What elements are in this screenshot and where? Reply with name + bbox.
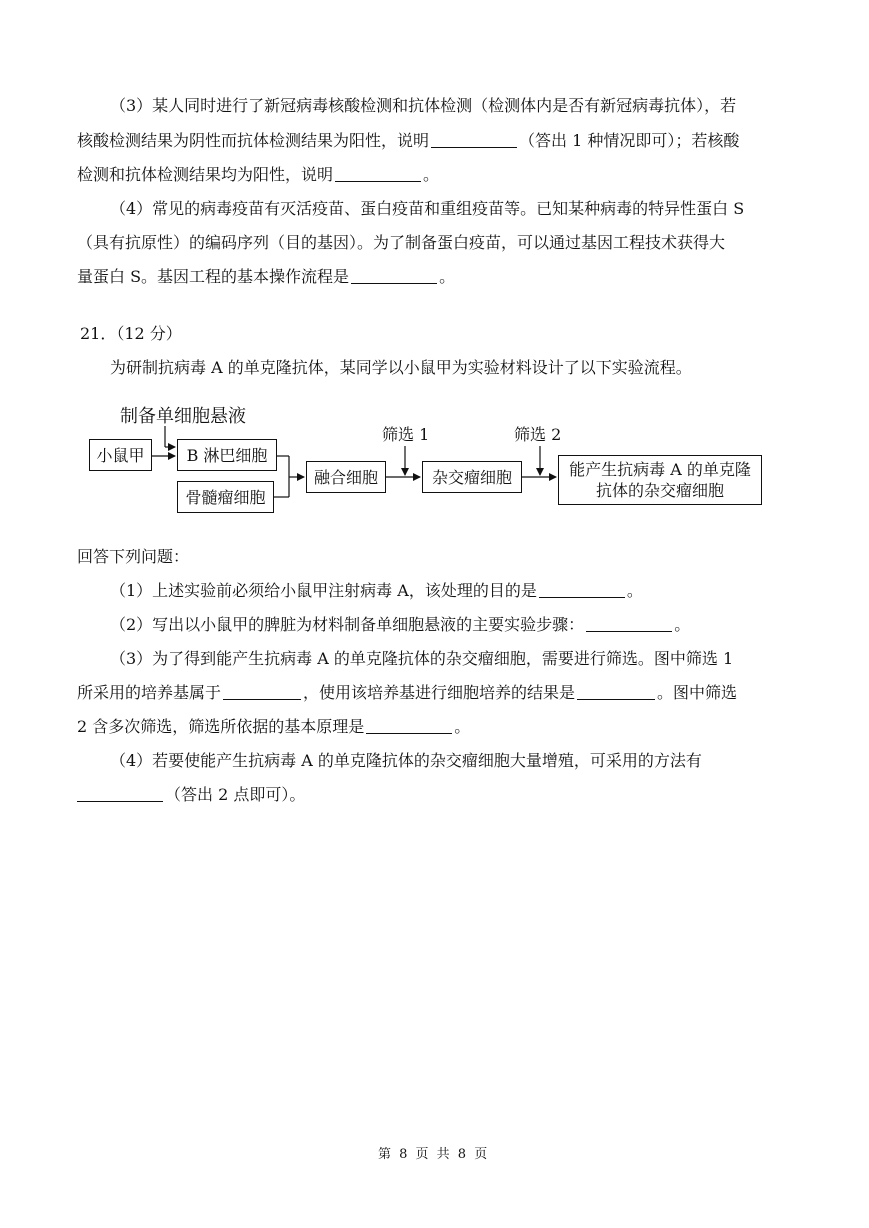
q21-header: 21．（12 分）: [80, 324, 182, 343]
answer-blank[interactable]: [431, 131, 517, 148]
q20-p3-line1: （3）某人同时进行了新冠病毒核酸检测和抗体检测（检测体内是否有新冠病毒抗体），若: [110, 96, 737, 115]
q20-p4-line3: [77, 266, 455, 288]
screen1-label: 筛选 1: [382, 425, 430, 444]
q21-p3-line3: [77, 716, 470, 738]
text: 检测和抗体检测结果均为阳性，说明: [77, 165, 334, 184]
screen2-label: 筛选 2: [514, 425, 562, 444]
q21-intro: 为研制抗病毒 A 的单克隆抗体，某同学以小鼠甲为实验材料设计了以下实验流程。: [110, 358, 692, 377]
text: 。图中筛选: [657, 683, 738, 702]
answer-prompt: 回答下列问题：: [77, 547, 190, 566]
q21-p3-line2: [77, 682, 737, 704]
text: 。: [626, 581, 643, 600]
myeloma-box: 骨髓瘤细胞: [177, 481, 274, 513]
q21-p3-line1: （3）为了得到能产生抗病毒 A 的单克隆抗体的杂交瘤细胞，需要进行筛选。图中筛选 1: [110, 649, 734, 668]
b-cell-box: B 淋巴细胞: [177, 439, 277, 471]
q21-p2: [110, 614, 690, 636]
answer-blank[interactable]: [539, 581, 625, 598]
answer-blank[interactable]: [351, 267, 437, 284]
q20-p3-line2: [77, 130, 739, 152]
q20-p4-line1: （4）常见的病毒疫苗有灭活疫苗、蛋白疫苗和重组疫苗等。已知某种病毒的特异性蛋白 S: [110, 199, 745, 218]
text: （答出 2 点即可）。: [165, 785, 306, 804]
answer-blank[interactable]: [223, 683, 301, 700]
mouse-box: 小鼠甲: [89, 439, 152, 471]
text: （1）上述实验前必须给小鼠甲注射病毒 A，该处理的目的是: [110, 581, 537, 600]
answer-blank[interactable]: [366, 717, 452, 734]
final-hybridoma-box: [558, 455, 762, 505]
text: 。: [439, 267, 456, 286]
text: 。: [674, 615, 691, 634]
fused-cell-box: 融合细胞: [306, 461, 386, 493]
text: （答出 1 种情况即可）；若核酸: [519, 131, 740, 150]
page-footer: 第 8 页 共 8 页: [378, 1147, 490, 1162]
text: （2）写出以小鼠甲的脾脏为材料制备单细胞悬液的主要实验步骤：: [110, 615, 585, 634]
text: 量蛋白 S。基因工程的基本操作流程是: [77, 267, 350, 286]
q20-p3-line3: [77, 164, 439, 186]
answer-blank[interactable]: [577, 683, 655, 700]
q21-p1: [110, 580, 643, 602]
text: 2 含多次筛选，筛选所依据的基本原理是: [77, 717, 365, 736]
text: 核酸检测结果为阴性而抗体检测结果为阳性，说明: [77, 131, 430, 150]
text: 。: [454, 717, 471, 736]
hybridoma-box: 杂交瘤细胞: [422, 461, 522, 493]
q21-p4-line1: （4）若要使能产生抗病毒 A 的单克隆抗体的杂交瘤细胞大量增殖，可采用的方法有: [110, 751, 702, 770]
answer-blank[interactable]: [77, 785, 163, 802]
text: 。: [423, 165, 440, 184]
q21-p4-line2: [77, 784, 305, 806]
text: 所采用的培养基属于: [77, 683, 222, 702]
final-label-line1: 能产生抗病毒 A 的单克隆: [569, 460, 751, 479]
final-label-line2: 抗体的杂交瘤细胞: [595, 481, 724, 500]
answer-blank[interactable]: [586, 615, 672, 632]
q20-p4-line2: （具有抗原性）的编码序列（目的基因）。为了制备蛋白疫苗，可以通过基因工程技术获得大: [77, 233, 726, 252]
answer-blank[interactable]: [335, 165, 421, 182]
prep-suspension-label: 制备单细胞悬液: [120, 406, 246, 427]
text: ，使用该培养基进行细胞培养的结果是: [303, 683, 576, 702]
